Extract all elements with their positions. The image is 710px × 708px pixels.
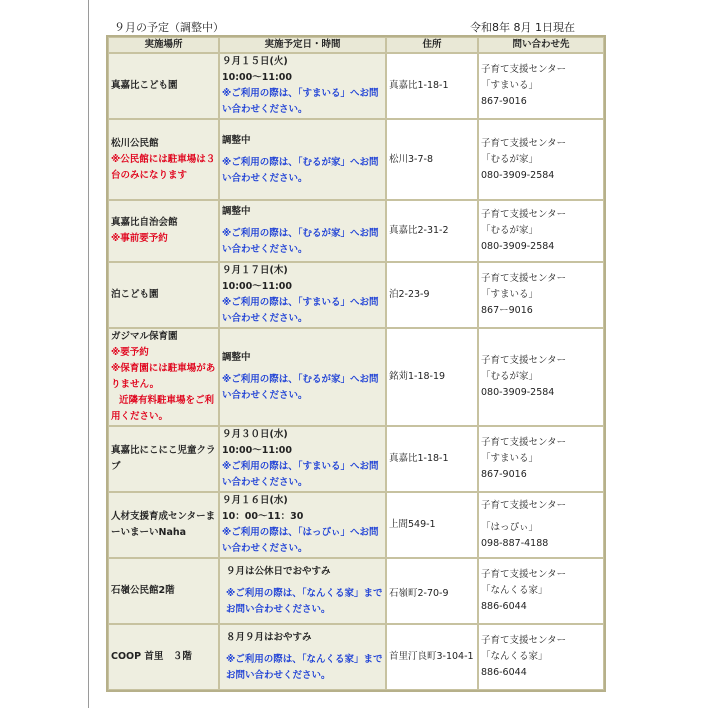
contact-cell — [478, 492, 604, 558]
contact-name: 「すまいる」 — [481, 80, 539, 91]
contact-cell — [478, 558, 604, 624]
date-cell — [219, 492, 386, 558]
as-of-date: 令和8年 8月 1日現在 — [470, 21, 575, 34]
date-cell — [219, 200, 386, 262]
place-cell: 人材支援育成センターまーいまーいNaha — [108, 492, 219, 558]
event-time: 10:00～11:00 — [222, 72, 292, 83]
inquiry-note: ※ご利用の際は、「むるが家」へお問い合わせください。 — [222, 228, 379, 255]
inquiry-note: ※ご利用の際は、「はっぴぃ」へお問い合わせください。 — [222, 527, 379, 554]
contact-phone: 867-9016 — [481, 469, 527, 480]
table-row — [108, 200, 604, 262]
address-cell: 松川3-7-8 — [386, 119, 478, 200]
place-note: 近隣有料駐車場をご利用ください。 — [111, 395, 215, 422]
inquiry-note: ※ご利用の際は、「すまいる」へお問い合わせください。 — [222, 297, 379, 324]
contact-cell — [478, 119, 604, 200]
contact-cell — [478, 624, 604, 690]
address-cell: 泊2-23-9 — [386, 262, 478, 328]
inquiry-note: ※ご利用の際は、「むるが家」へお問い合わせください。 — [222, 374, 379, 401]
event-date: ９月１７日(木) — [222, 265, 288, 276]
address-cell: 石嶺町2-70-9 — [386, 558, 478, 624]
contact-name: 「むるが家」 — [481, 225, 539, 236]
contact-org: 子育て支援センター — [481, 500, 567, 511]
contact-cell — [478, 200, 604, 262]
event-date: 調整中 — [222, 134, 251, 146]
event-date: ８月９月はおやすみ — [226, 632, 312, 643]
contact-phone: 886-6044 — [481, 601, 527, 612]
table-row — [108, 624, 604, 690]
date-cell — [219, 624, 386, 690]
contact-cell — [478, 262, 604, 328]
contact-phone: 080-3909-2584 — [481, 387, 555, 398]
table-row — [108, 328, 604, 426]
place-cell: 泊こども園 — [108, 262, 219, 328]
event-date: 調整中 — [222, 206, 251, 217]
place-cell: 松川公民館 ※公民館には駐車場は３台のみになります — [108, 119, 219, 200]
place-cell: ガジマル保育園 ※要予約 ※保育園には駐車場がありません。 近隣有料駐車場をご利用ください。 — [108, 328, 219, 426]
address-cell: 真嘉比1-18-1 — [386, 426, 478, 492]
address-cell: 上間549-1 — [386, 492, 478, 558]
contact-org: 子育て支援センター — [481, 635, 567, 646]
place-cell: 真嘉比自治会館 ※事前要予約 — [108, 200, 219, 262]
address-cell: 首里汀良町3-104-1 — [386, 624, 478, 690]
address-cell: 真嘉比2-31-2 — [386, 200, 478, 262]
event-time: 10:00～11:00 — [222, 445, 292, 456]
table-row — [108, 119, 604, 200]
event-time: 10:00～11:00 — [222, 281, 292, 292]
contact-org: 子育て支援センター — [481, 437, 567, 448]
event-time: 10：00～11：30 — [222, 511, 304, 522]
place-note: ※公民館には駐車場は３台のみになります — [111, 153, 216, 181]
contact-name: 「なんくる家」 — [481, 585, 548, 596]
place-note: ※保育園には駐車場がありません。 — [111, 363, 216, 390]
event-date: 調整中 — [222, 352, 251, 363]
header-date-time: 実施予定日・時間 — [219, 37, 386, 53]
contact-name: 「むるが家」 — [481, 153, 539, 165]
place-cell: 真嘉比にこにこ児童クラブ — [108, 426, 219, 492]
contact-cell — [478, 426, 604, 492]
table-header-row — [108, 37, 604, 53]
header-contact: 問い合わせ先 — [478, 37, 604, 53]
place-cell: 石嶺公民館2階 — [108, 558, 219, 624]
table-row — [108, 558, 604, 624]
place-cell: COOP 首里 ３階 — [108, 624, 219, 690]
address-cell: 真嘉比1-18-1 — [386, 53, 478, 119]
contact-phone: 098-887-4188 — [481, 538, 549, 549]
date-cell — [219, 262, 386, 328]
header-address: 住所 — [386, 37, 478, 53]
contact-name: 「なんくる家」 — [481, 651, 548, 662]
event-date: ９月は公休日でおやすみ — [226, 566, 331, 577]
address-cell: 銘苅1-18-19 — [386, 328, 478, 426]
place-cell: 真嘉比こども園 — [108, 53, 219, 119]
date-cell — [219, 328, 386, 426]
inquiry-note: ※ご利用の際は、「なんくる家」までお問い合わせください。 — [226, 588, 383, 615]
contact-cell — [478, 328, 604, 426]
table-row — [108, 426, 604, 492]
inquiry-note: ※ご利用の際は、「なんくる家」までお問い合わせください。 — [226, 654, 383, 681]
date-cell — [219, 119, 386, 200]
header-place: 実施場所 — [108, 37, 219, 53]
contact-org: 子育て支援センター — [481, 569, 567, 580]
date-cell — [219, 53, 386, 119]
contact-name: 「むるが家」 — [481, 371, 539, 382]
contact-name: 「はっぴぃ」 — [481, 522, 539, 533]
contact-org: 子育て支援センター — [481, 355, 567, 366]
inquiry-note: ※ご利用の際は、「すまいる」へお問い合わせください。 — [222, 88, 379, 115]
table-row — [108, 262, 604, 328]
inquiry-note: ※ご利用の際は、「むるが家」へお問い合わせください。 — [222, 156, 379, 184]
event-date: ９月３０日(水) — [222, 429, 288, 440]
date-cell — [219, 426, 386, 492]
inquiry-note: ※ご利用の際は、「すまいる」へお問い合わせください。 — [222, 461, 379, 488]
contact-phone: 886-6044 — [481, 667, 527, 678]
contact-phone: 867-9016 — [481, 96, 527, 107]
contact-org: 子育て支援センター — [481, 209, 567, 220]
event-date: ９月１５日(火) — [222, 56, 288, 67]
schedule-table — [106, 35, 606, 692]
event-date: ９月１６日(水) — [222, 495, 288, 506]
date-cell — [219, 558, 386, 624]
schedule-caption: ９月の予定（調整中） — [114, 21, 224, 34]
table-row — [108, 53, 604, 119]
contact-phone: 080-3909-2584 — [481, 169, 555, 181]
contact-cell — [478, 53, 604, 119]
page-left-rule — [88, 0, 89, 708]
contact-name: 「すまいる」 — [481, 453, 539, 464]
contact-org: 子育て支援センター — [481, 64, 567, 75]
place-note: ※要予約 — [111, 347, 149, 358]
contact-phone: 867ー9016 — [481, 305, 533, 316]
contact-org: 子育て支援センター — [481, 137, 567, 149]
place-note: ※事前要予約 — [111, 233, 168, 244]
table-row — [108, 492, 604, 558]
contact-phone: 080-3909-2584 — [481, 241, 555, 252]
contact-name: 「すまいる」 — [481, 289, 539, 300]
contact-org: 子育て支援センター — [481, 273, 567, 284]
